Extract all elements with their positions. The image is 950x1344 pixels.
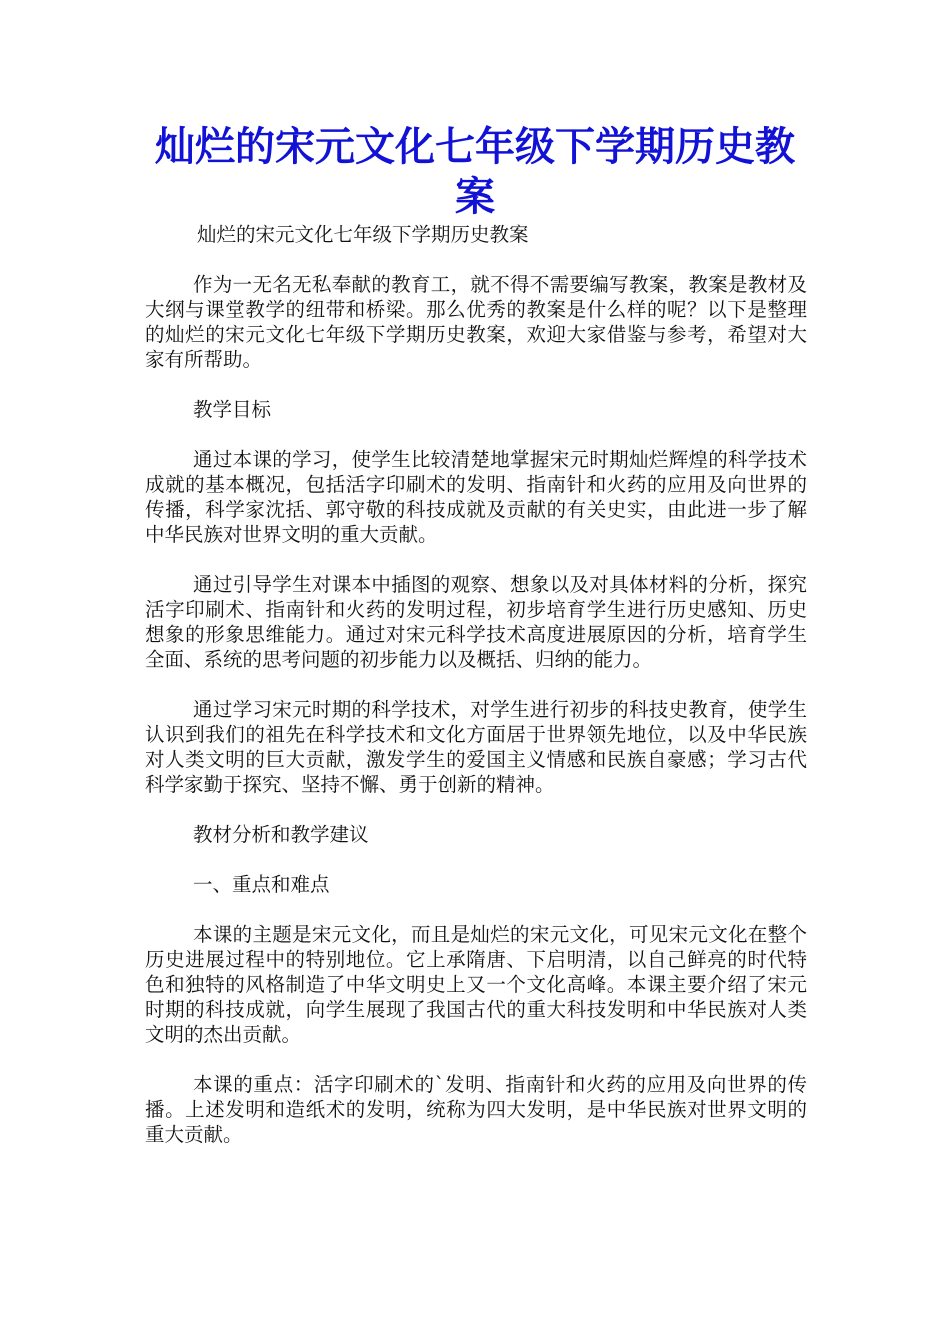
subsection-heading-key-points: 一、重点和难点: [193, 873, 330, 896]
analysis-paragraph-2: 本课的重点：活字印刷术的`发明、指南针和火药的应用及向世界的传播。上述发明和造纸术的发明，统称为四大发明，是中华民族对世界文明的重大贡献。: [145, 1073, 807, 1146]
goal-paragraph-2: 通过引导学生对课本中插图的观察、想象以及对具体材料的分析，探究活字印刷术、指南针和火药的发明过程，初步培育学生进行历史感知、历史想象的形象思维能力。通过对宋元科学技术高度进展原因的分析，培育学生全面、系统的思考问题的初步能力以及概括、归纳的能力。: [145, 573, 807, 671]
intro-paragraph: 作为一无名无私奉献的教育工，就不得不需要编写教案，教案是教材及大纲与课堂教学的纽带和桥梁。那么优秀的教案是什么样的呢？以下是整理的灿烂的宋元文化七年级下学期历史教案，欢迎大家借鉴与参考，希望对大家有所帮助。: [145, 273, 807, 371]
document-body: [145, 222, 807, 1172]
analysis-paragraph-1: 本课的主题是宋元文化，而且是灿烂的宋元文化，可见宋元文化在整个历史进展过程中的特别地位。它上承隋唐、下启明清，以自己鲜亮的时代特色和独特的风格制造了中华文明史上又一个文化高峰。本课主要介绍了宋元时期的科技成就，向学生展现了我国古代的重大科技发明和中华民族对人类文明的杰出贡献。: [145, 923, 807, 1046]
subtitle-paragraph: 灿烂的宋元文化七年级下学期历史教案: [197, 223, 529, 246]
goal-paragraph-1: 通过本课的学习，使学生比较清楚地掌握宋元时期灿烂辉煌的科学技术成就的基本概况，包括活字印刷术的发明、指南针和火药的应用及向世界的传播，科学家沈括、郭守敬的科技成就及贡献的有关史实，由此进一步了解中华民族对世界文明的重大贡献。: [145, 448, 807, 546]
section-heading-teaching-goals: 教学目标: [193, 398, 272, 421]
section-heading-analysis: 教材分析和教学建议: [193, 823, 369, 846]
document-title: 灿烂的宋元文化七年级下学期历史教案: [155, 123, 795, 220]
goal-paragraph-3: 通过学习宋元时期的科学技术，对学生进行初步的科技史教育，使学生认识到我们的祖先在科学技术和文化方面居于世界领先地位，以及中华民族对人类文明的巨大贡献，激发学生的爱国主义情感和民族自豪感；学习古代科学家勤于探究、坚持不懈、勇于创新的精神。: [145, 698, 807, 796]
